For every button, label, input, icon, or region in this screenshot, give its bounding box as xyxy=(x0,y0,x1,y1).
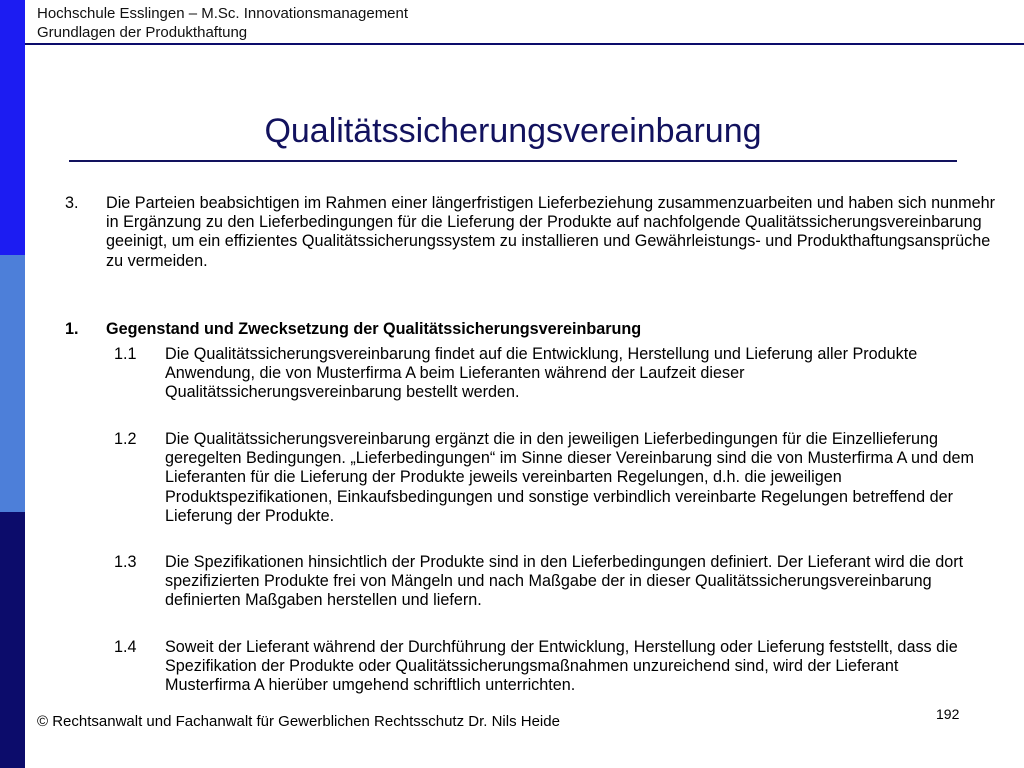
item-number: 1.1 xyxy=(114,345,137,363)
item-text: Die Qualitätssicherungsvereinbarung ergänzt die in den jeweiligen Lieferbedingungen für die Einzellieferung geregelten Bedingungen. „Lieferbedingungen“ im Sinne dieser Vereinbarung sind die von Musterfirma A und dem Lieferanten für die Lieferung der Produkte jeweils vereinbarten Regelungen, d.h. die jeweiligen Produktspezifikationen, Einkaufsbedingungen und sonstige verbindlich vereinbarte Regelungen betreffend der Lieferung der Produkte. xyxy=(165,430,975,525)
header-institution: Hochschule Esslingen – M.Sc. Innovationsmanagement xyxy=(37,5,409,22)
slide-title: Qualitätssicherungsvereinbarung xyxy=(264,112,762,150)
header-course: Grundlagen der Produkthaftung xyxy=(37,24,248,41)
item-number: 1.3 xyxy=(114,553,137,571)
item-text: Soweit der Lieferant während der Durchführung der Entwicklung, Herstellung oder Lieferung feststellt, dass die Spezifikation der Produkte oder Qualitätssicherungsmaßnahmen unzureichend sind, wird der Lieferant Musterfirma A hierüber umgehend schriftlich unterrichten. xyxy=(165,638,958,695)
page-number: 192 xyxy=(936,706,960,722)
section-number: 1. xyxy=(65,320,79,338)
item-number: 3. xyxy=(65,194,79,212)
item-text: Die Parteien beabsichtigen im Rahmen einer längerfristigen Lieferbeziehung zusammenzuarbeiten und haben sich nunmehr in Ergänzung zu den Lieferbedingungen für die Lieferung der Produkte auf nachfolgende Qualitätssicherungsvereinbarung geeinigt, um ein effizientes Qualitätssicherungssystem zu installieren und Gewährleistungs- und Produkthaftungsansprüche zu vermeiden. xyxy=(106,194,996,270)
item-text: Die Spezifikationen hinsichtlich der Produkte sind in den Lieferbedingungen definiert. Der Lieferant wird die dort spezifizierten Produkte frei von Mängeln und nach Maßgabe der in dieser Qualitätssicherungsvereinbarung definierten Maßgaben herstellen und liefern. xyxy=(165,553,964,610)
item-text: Die Qualitätssicherungsvereinbarung findet auf die Entwicklung, Herstellung und Lieferung aller Produkte Anwendung, die von Musterfirma A beim Lieferanten während der Laufzeit dieser Qualitätssicherungsvereinbarung bestellt werden. xyxy=(165,345,918,402)
section-title: Gegenstand und Zwecksetzung der Qualitätssicherungsvereinbarung xyxy=(106,320,642,338)
item-number: 1.4 xyxy=(114,638,137,656)
copyright-footer: © Rechtsanwalt und Fachanwalt für Gewerblichen Rechtsschutz Dr. Nils Heide xyxy=(37,713,560,730)
item-number: 1.2 xyxy=(114,430,137,448)
